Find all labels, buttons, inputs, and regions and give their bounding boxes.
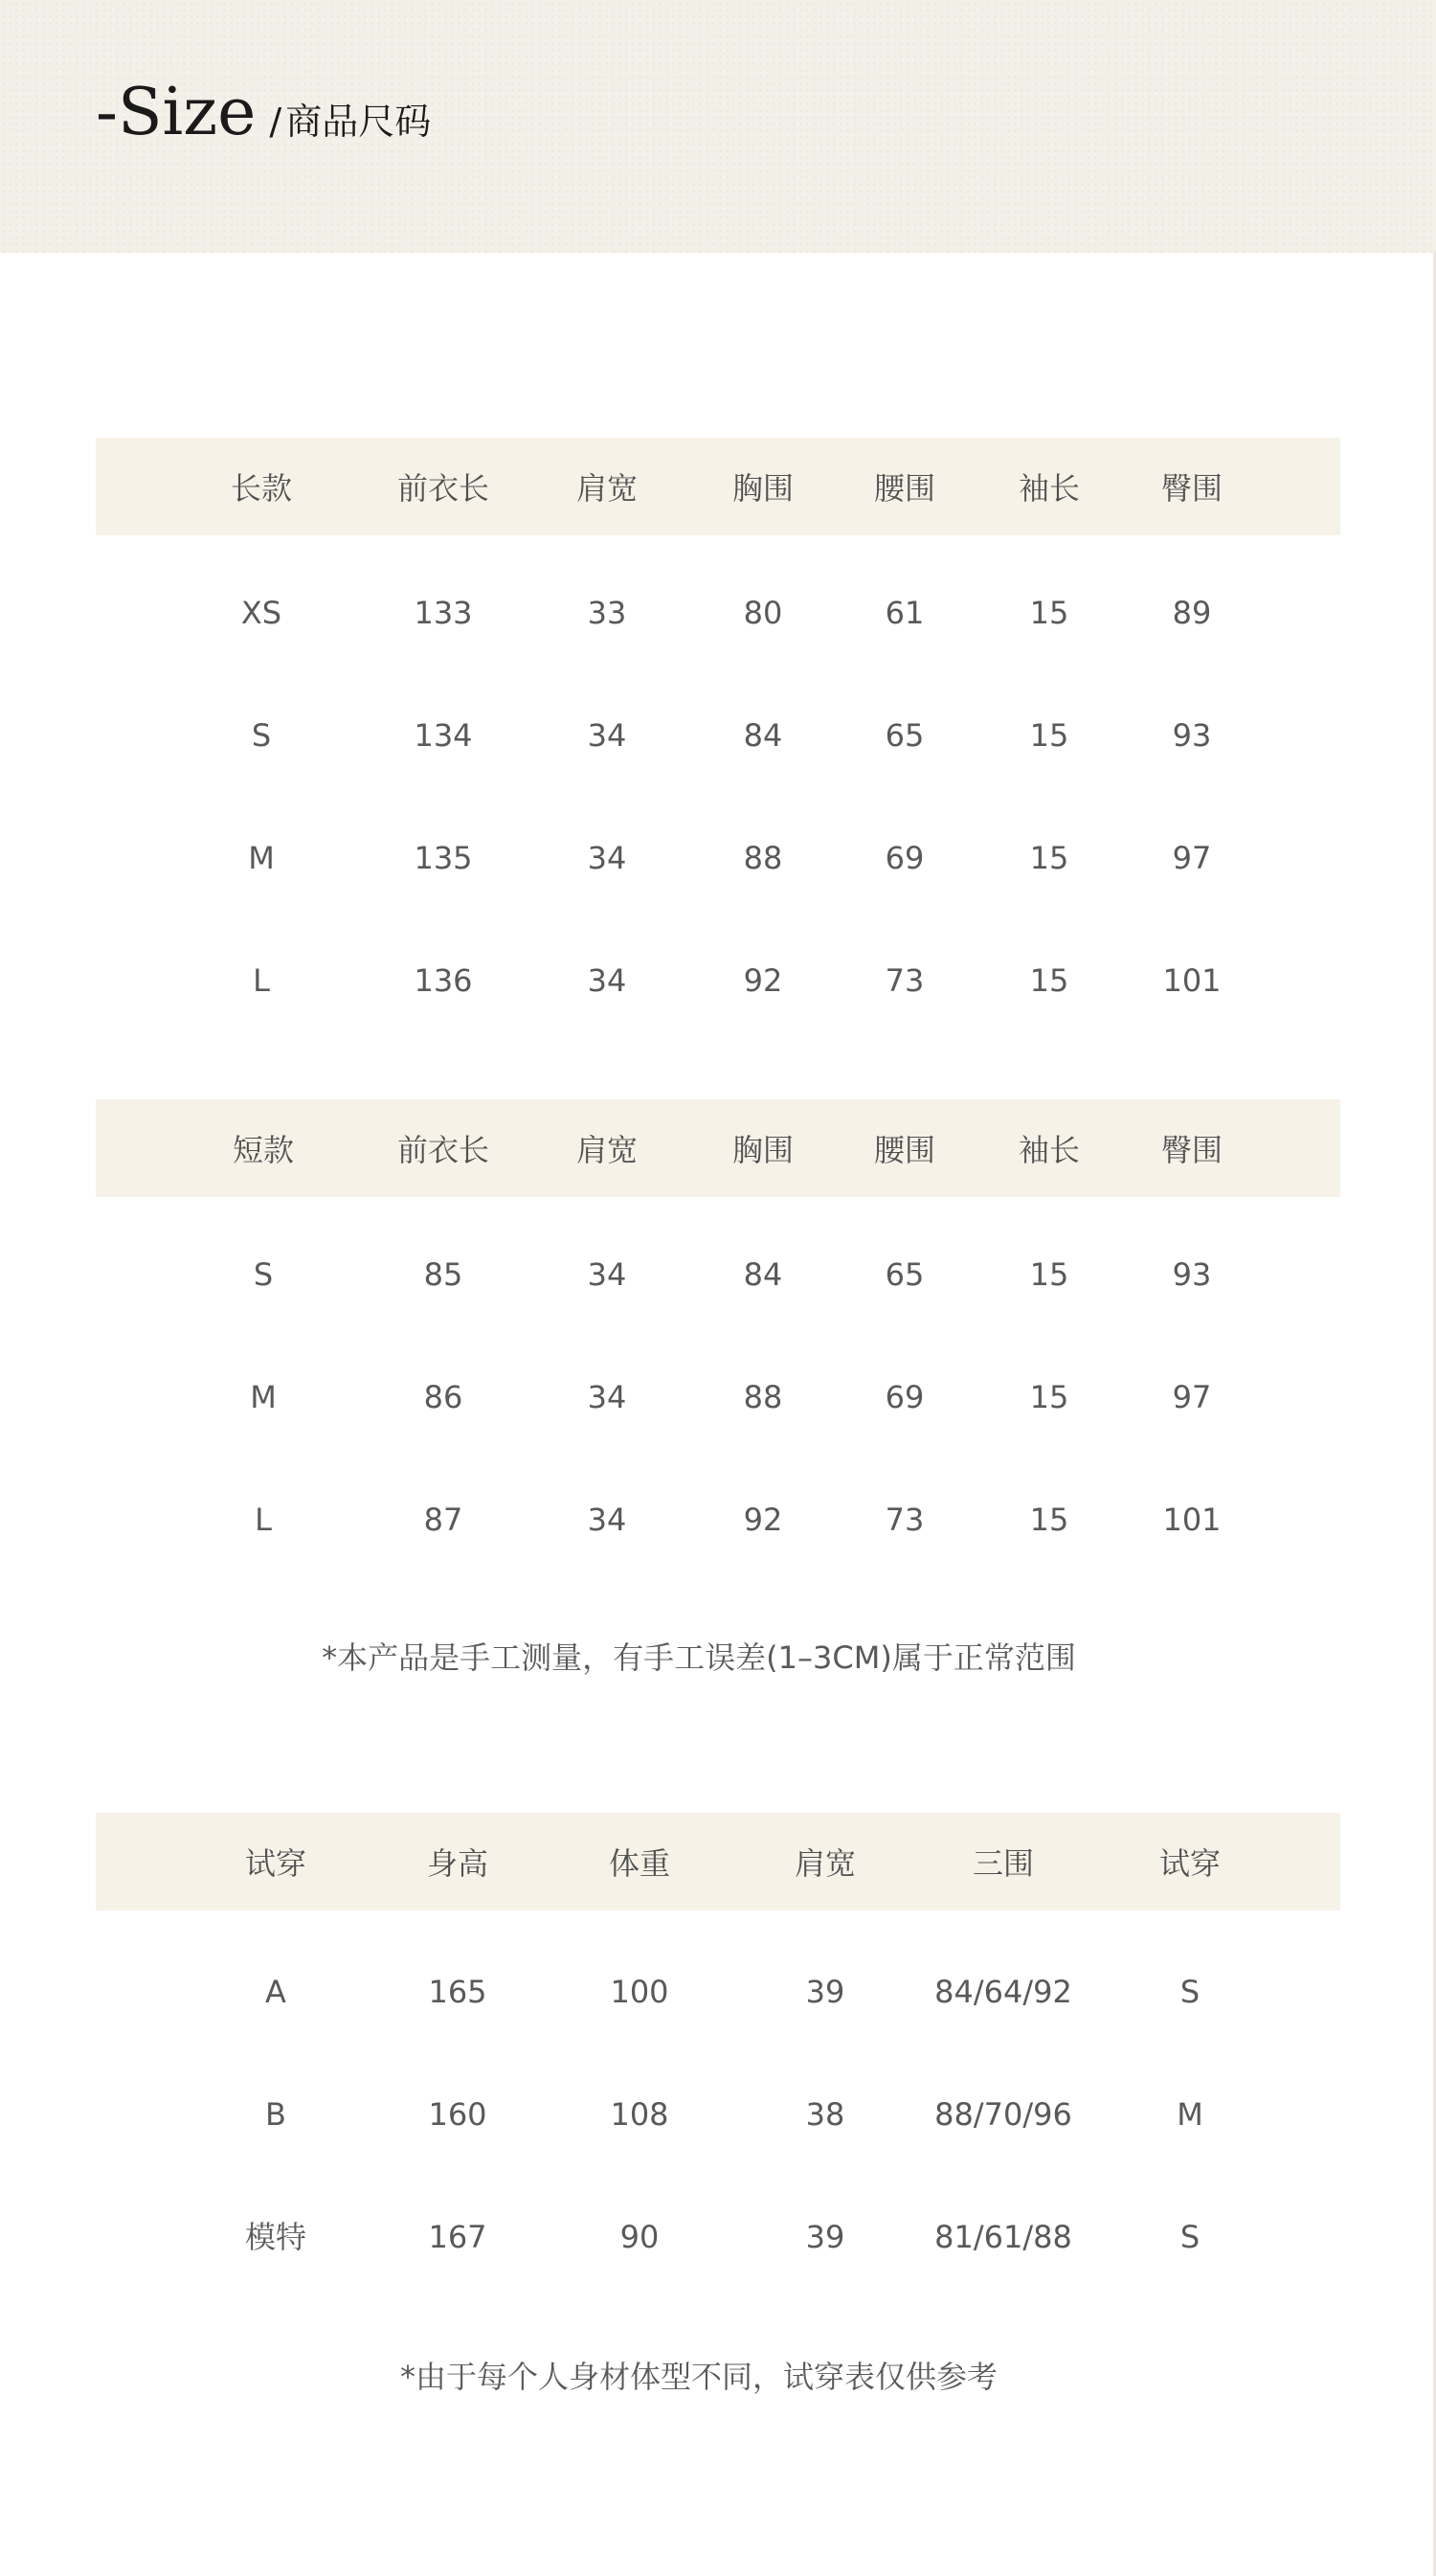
table-cell: S (1179, 1974, 1200, 2010)
table-cell: 86 (423, 1379, 463, 1415)
table-cell: M (248, 840, 275, 876)
table-cell: 38 (805, 2096, 845, 2133)
table-cell: S (253, 1256, 274, 1293)
table-cell: 34 (587, 962, 627, 999)
table-cell: 15 (1029, 595, 1069, 631)
column-header: 试穿 (1158, 1845, 1221, 1882)
table-cell: 101 (1162, 962, 1222, 999)
column-header: 肩宽 (794, 1845, 856, 1882)
table-cell: 85 (423, 1256, 463, 1293)
table-cell: M (1177, 2096, 1203, 2133)
table-cell: 167 (428, 2219, 487, 2255)
table-cell: 39 (805, 1974, 845, 2010)
column-header: 身高 (426, 1845, 488, 1882)
column-header: 臀围 (1160, 470, 1223, 507)
table-cell: 88 (743, 1379, 783, 1415)
table-cell: 88/70/96 (934, 2096, 1072, 2133)
table-cell: 136 (414, 962, 473, 999)
table-cell: 133 (414, 595, 473, 631)
table-cell: 65 (885, 717, 925, 754)
table-cell: L (253, 962, 270, 999)
table-cell: 15 (1029, 1502, 1069, 1538)
table-cell: 61 (885, 595, 925, 631)
column-header: 三围 (972, 1845, 1034, 1882)
table-cell: 93 (1172, 717, 1212, 754)
table-cell: 97 (1172, 840, 1212, 876)
table-cell: 89 (1172, 595, 1212, 631)
title-separator: / (269, 101, 282, 143)
table-cell: 81/61/88 (934, 2219, 1072, 2255)
table-cell: M (250, 1379, 277, 1415)
table-cell: 160 (428, 2096, 487, 2133)
table-cell: 34 (587, 840, 627, 876)
measurement-note: *本产品是手工测量，有手工误差(1–3CM)属于正常范围 (322, 1639, 1076, 1676)
table-cell: 69 (885, 840, 925, 876)
table-cell: 108 (610, 2096, 669, 2133)
table-cell: 100 (610, 1974, 669, 2010)
table-cell: 165 (428, 1974, 487, 2010)
table-cell: S (1179, 2219, 1200, 2255)
table-cell: 33 (587, 595, 627, 631)
table-cell: A (265, 1974, 286, 2010)
table-cell: 15 (1029, 1379, 1069, 1415)
column-header: 胸围 (731, 470, 794, 507)
table-cell: 73 (885, 962, 925, 999)
table-cell: 69 (885, 1379, 925, 1415)
table-cell: 84 (743, 717, 783, 754)
table-cell: 15 (1029, 962, 1069, 999)
table-cell: 97 (1172, 1379, 1212, 1415)
table-cell: 93 (1172, 1256, 1212, 1293)
column-header: 臀围 (1160, 1132, 1223, 1168)
table-cell: 73 (885, 1502, 925, 1538)
column-header: 试穿 (244, 1845, 306, 1882)
table-cell: 34 (587, 717, 627, 754)
table-cell: 15 (1029, 1256, 1069, 1293)
title-subtitle: 商品尺码 (285, 101, 432, 143)
table-cell: S (251, 717, 272, 754)
column-header: 袖长 (1018, 470, 1080, 507)
column-header: 体重 (608, 1845, 670, 1882)
table-cell: 模特 (244, 2219, 306, 2255)
table-cell: 84 (743, 1256, 783, 1293)
table-cell: 15 (1029, 840, 1069, 876)
table-cell: 92 (743, 962, 783, 999)
column-header: 前衣长 (396, 470, 489, 507)
table-cell: L (255, 1502, 272, 1538)
table-cell: XS (240, 595, 282, 631)
column-header: 腰围 (873, 470, 935, 507)
table-cell: 34 (587, 1502, 627, 1538)
table-cell: 80 (743, 595, 783, 631)
title-main: -Size (96, 75, 257, 150)
table-cell: B (265, 2096, 286, 2133)
table-cell: 34 (587, 1256, 627, 1293)
table-cell: 101 (1162, 1502, 1222, 1538)
column-header: 前衣长 (396, 1132, 489, 1168)
table-cell: 65 (885, 1256, 925, 1293)
column-header: 长款 (230, 470, 292, 507)
column-header: 腰围 (873, 1132, 935, 1168)
column-header: 袖长 (1018, 1132, 1080, 1168)
table-cell: 84/64/92 (934, 1974, 1072, 2010)
table-cell: 39 (805, 2219, 845, 2255)
table-cell: 134 (414, 717, 473, 754)
tryon-note: *由于每个人身材体型不同，试穿表仅供参考 (399, 2359, 998, 2395)
table-cell: 92 (743, 1502, 783, 1538)
page-title (96, 75, 431, 150)
table-cell: 90 (619, 2219, 660, 2255)
column-header: 肩宽 (575, 470, 638, 507)
table-cell: 87 (423, 1502, 463, 1538)
column-header: 肩宽 (575, 1132, 638, 1168)
column-header: 胸围 (731, 1132, 794, 1168)
table-cell: 135 (414, 840, 473, 876)
table-cell: 34 (587, 1379, 627, 1415)
column-header: 短款 (232, 1132, 294, 1168)
table-cell: 15 (1029, 717, 1069, 754)
table-cell: 88 (743, 840, 783, 876)
